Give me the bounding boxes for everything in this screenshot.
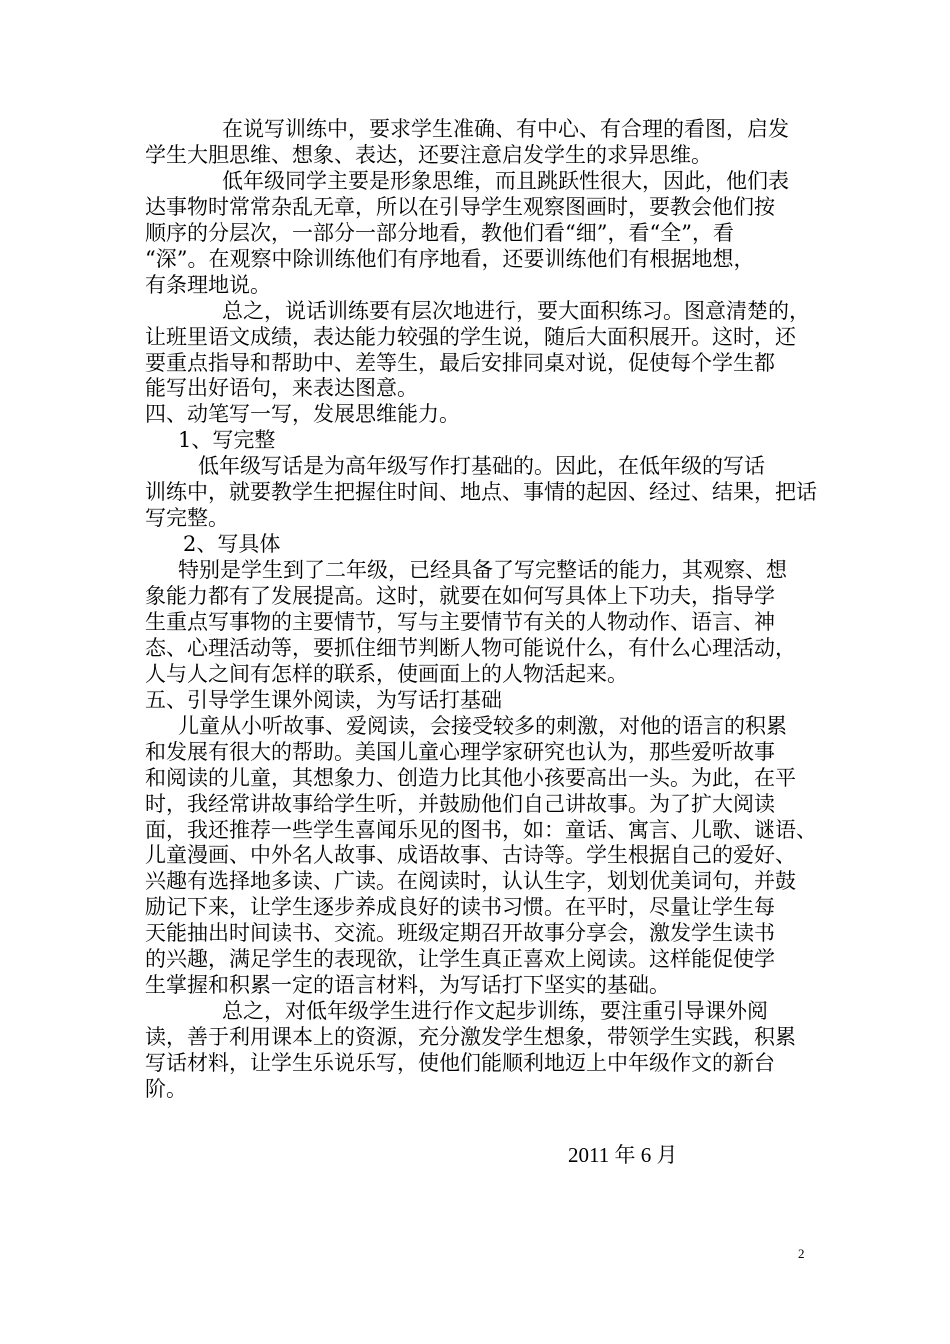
paragraph-line: 面，我还推荐一些学生喜闻乐见的图书，如：童话、寓言、儿歌、谜语、: [145, 818, 817, 842]
paragraph-line: 兴趣有选择地多读、广读。在阅读时，认认生字，划划优美词句，并鼓: [145, 869, 796, 893]
paragraph-line: 写完整。: [145, 506, 229, 530]
paragraph-line: 低年级写话是为高年级写作打基础的。因此，在低年级的写话: [198, 454, 765, 478]
paragraph-line: “深”。在观察中除训练他们有序地看，还要训练他们有根据地想，: [145, 247, 755, 271]
paragraph-line: 学生大胆思维、想象、表达，还要注意启发学生的求异思维。: [145, 143, 712, 167]
paragraph-line: 顺序的分层次，一部分一部分地看，教他们看“细”，看“全”，看: [145, 221, 734, 245]
paragraph-line: 写话材料，让学生乐说乐写，使他们能顺利地迈上中年级作文的新台: [145, 1051, 775, 1075]
paragraph-line: 象能力都有了发展提高。这时，就要在如何写具体上下功夫，指导学: [145, 584, 775, 608]
paragraph-line: 总之，说话训练要有层次地进行，要大面积练习。图意清楚的，: [222, 299, 810, 323]
paragraph-line: 特别是学生到了二年级，已经具备了写完整话的能力，其观察、想: [178, 558, 787, 582]
paragraph-line: 读，善于利用课本上的资源，充分激发学生想象，带领学生实践，积累: [145, 1025, 796, 1049]
document-date: 2011 年 6 月: [568, 1143, 678, 1167]
paragraph-line: 生掌握和积累一定的语言材料，为写话打下坚实的基础。: [145, 973, 670, 997]
paragraph-line: 儿童从小听故事、爱阅读，会接受较多的刺激，对他的语言的积累: [178, 714, 787, 738]
sub-heading: 2、写具体: [183, 532, 281, 556]
paragraph-line: 要重点指导和帮助中、差等生，最后安排同桌对说，促使每个学生都: [145, 351, 775, 375]
paragraph-line: 天能抽出时间读书、交流。班级定期召开故事分享会，激发学生读书: [145, 921, 775, 945]
paragraph-line: 时，我经常讲故事给学生听，并鼓励他们自己讲故事。为了扩大阅读: [145, 792, 775, 816]
paragraph-line: 的兴趣，满足学生的表现欲，让学生真正喜欢上阅读。这样能促使学: [145, 947, 775, 971]
paragraph-line: 和阅读的儿童，其想象力、创造力比其他小孩要高出一头。为此，在平: [145, 766, 796, 790]
paragraph-line: 态、心理活动等，要抓住细节判断人物可能说什么，有什么心理活动，: [145, 636, 796, 660]
page-number: 2: [798, 1246, 805, 1261]
paragraph-line: 励记下来，让学生逐步养成良好的读书习惯。在平时，尽量让学生每: [145, 895, 775, 919]
paragraph-line: 和发展有很大的帮助。美国儿童心理学家研究也认为，那些爱听故事: [145, 740, 775, 764]
paragraph-line: 有条理地说。: [145, 273, 271, 297]
paragraph-line: 让班里语文成绩，表达能力较强的学生说，随后大面积展开。这时，还: [145, 325, 796, 349]
paragraph-line: 人与人之间有怎样的联系，使画面上的人物活起来。: [145, 662, 628, 686]
paragraph-line: 在说写训练中，要求学生准确、有中心、有合理的看图，启发: [222, 117, 789, 141]
section-heading: 四、动笔写一写，发展思维能力。: [145, 402, 460, 426]
paragraph-line: 能写出好语句，来表达图意。: [145, 376, 418, 400]
paragraph-line: 达事物时常常杂乱无章，所以在引导学生观察图画时，要教会他们按: [145, 195, 775, 219]
paragraph-line: 生重点写事物的主要情节，写与主要情节有关的人物动作、语言、神: [145, 610, 775, 634]
section-heading: 五、引导学生课外阅读，为写话打基础: [145, 688, 502, 712]
paragraph-line: 总之，对低年级学生进行作文起步训练，要注重引导课外阅: [222, 999, 768, 1023]
paragraph-line: 训练中，就要教学生把握住时间、地点、事情的起因、经过、结果，把话: [145, 480, 817, 504]
paragraph-line: 阶。: [145, 1077, 187, 1101]
paragraph-line: 儿童漫画、中外名人故事、成语故事、古诗等。学生根据自己的爱好、: [145, 843, 796, 867]
paragraph-line: 低年级同学主要是形象思维，而且跳跃性很大，因此，他们表: [222, 169, 789, 193]
sub-heading: 1、写完整: [178, 428, 276, 452]
